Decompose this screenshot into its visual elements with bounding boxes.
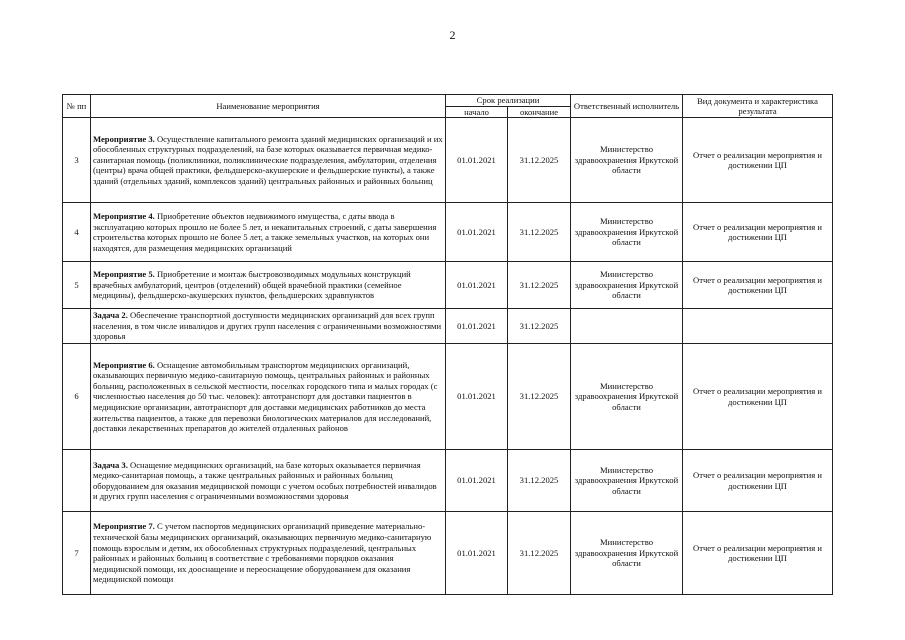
- row-title: Мероприятие 4.: [93, 211, 155, 221]
- row-text: Приобретение и монтаж быстровозводимых модульных конструкций врачебных амбулаторий, центров (отделений) общей врачебной практики (семейное медицины), фельдшерско-акушерских пунктов, фельдшерских здравпунктов: [93, 269, 411, 301]
- row-num: [63, 309, 91, 344]
- row-start: 01.01.2021: [446, 262, 508, 309]
- row-executor: Министерство здравоохранения Иркутской области: [571, 450, 683, 512]
- header-executor: Ответственный исполнитель: [571, 95, 683, 118]
- row-name: [91, 118, 446, 203]
- row-title: Мероприятие 6.: [93, 359, 155, 370]
- row-num: 6: [63, 344, 91, 450]
- row-title: Задача 3.: [93, 459, 128, 470]
- row-end: 31.12.2025: [508, 118, 571, 203]
- row-text: Приобретение объектов недвижимого имущества, с даты ввода в эксплуатацию которых прошло не более 5 лет, и некапитальных строений, с даты завершения строительства которых прошло не более 5 лет, а также земельных участков, на которых они находятся, для размещения медицинских организаций: [93, 211, 437, 253]
- row-name: [91, 203, 446, 262]
- table-row: [63, 118, 833, 203]
- row-start: 01.01.2021: [446, 118, 508, 203]
- row-num: [63, 450, 91, 512]
- row-title: Мероприятие 7.: [93, 521, 155, 532]
- row-doc: Отчет о реализации мероприятия и достижении ЦП: [683, 118, 833, 203]
- row-name: [91, 344, 446, 450]
- header-name: Наименование мероприятия: [91, 95, 446, 118]
- row-name: [91, 512, 446, 595]
- row-num: 7: [63, 512, 91, 595]
- row-name: [91, 309, 446, 344]
- row-start: 01.01.2021: [446, 450, 508, 512]
- row-doc: [683, 309, 833, 344]
- row-executor: Министерство здравоохранения Иркутской области: [571, 512, 683, 595]
- row-start: 01.01.2021: [446, 512, 508, 595]
- table-row: [63, 512, 833, 595]
- row-end: 31.12.2025: [508, 450, 571, 512]
- row-end: 31.12.2025: [508, 309, 571, 344]
- row-title: Задача 2.: [93, 310, 128, 321]
- row-doc: Отчет о реализации мероприятия и достижении ЦП: [683, 512, 833, 595]
- row-start: 01.01.2021: [446, 309, 508, 344]
- row-name: [91, 262, 446, 309]
- row-doc: Отчет о реализации мероприятия и достижении ЦП: [683, 262, 833, 309]
- header-end: окончание: [508, 106, 571, 118]
- row-doc: Отчет о реализации мероприятия и достижении ЦП: [683, 344, 833, 450]
- row-start: 01.01.2021: [446, 203, 508, 262]
- row-text: Осуществление капитального ремонта зданий медицинских организаций и их обособленных структурных подразделений, на базе которых оказывается первичная медико-санитарная помощь (поликлиники, поликлинические подразделения, амбулатории, отделения (центры) врача общей практики, фельдшерско-акушерские и фельдшерские пункты), а также зданий (отдельных зданий, комплексов зданий) центральных районных и районных больниц: [93, 133, 443, 187]
- header-start: начало: [446, 106, 508, 118]
- header-term: Срок реализации: [446, 95, 571, 107]
- table-row: [63, 203, 833, 262]
- row-text: С учетом паспортов медицинских организаций приведение материально-технической базы медицинских организаций, оказывающих первичную медико-санитарную помощь взрослым и детям, их обособленных структурных подразделений, центральных районных и районных больниц в соответствие с требованиями порядков оказания медицинской помощи, их дооснащение и переоснащение оборудованием для оказания медицинской помощи: [93, 521, 432, 585]
- row-executor: Министерство здравоохранения Иркутской области: [571, 118, 683, 203]
- table-row: [63, 450, 833, 512]
- row-executor: [571, 309, 683, 344]
- row-end: 31.12.2025: [508, 203, 571, 262]
- row-title: Мероприятие 3.: [93, 133, 155, 144]
- header-num: № пп: [63, 95, 91, 118]
- row-executor: Министерство здравоохранения Иркутской области: [571, 203, 683, 262]
- row-num: 3: [63, 118, 91, 203]
- row-num: 5: [63, 262, 91, 309]
- row-title: Мероприятие 5.: [93, 269, 155, 280]
- row-text: Обеспечение транспортной доступности медицинских организаций для всех групп населения, в том числе инвалидов и других групп населения с ограниченными возможностями здоровья: [93, 310, 442, 342]
- header-doc: Вид документа и характеристика результата: [683, 95, 833, 118]
- row-doc: Отчет о реализации мероприятия и достижении ЦП: [683, 203, 833, 262]
- row-num: 4: [63, 203, 91, 262]
- page-number: 2: [449, 28, 456, 42]
- row-end: 31.12.2025: [508, 262, 571, 309]
- row-executor: Министерство здравоохранения Иркутской области: [571, 344, 683, 450]
- row-end: 31.12.2025: [508, 512, 571, 595]
- row-start: 01.01.2021: [446, 344, 508, 450]
- row-text: Оснащение автомобильным транспортом медицинских организаций, оказывающих первичную медико-санитарную помощь, центральных районных и районных больниц, расположенных в сельской местности, поселках городского типа и малых городах (с численностью населения до 50 тыс. человек): автотранспорт для доставки пациентов в медицинские организации, автотранспорт для доставки медицинских работников до места жительства пациентов, а также для перевозки биологических материалов для исследований, доставки лекарственных препаратов до жителей отдаленных районов: [93, 359, 438, 434]
- table-row: [63, 309, 833, 344]
- activities-table: [62, 94, 833, 595]
- table-row: [63, 344, 833, 450]
- row-name: [91, 450, 446, 512]
- table-row: [63, 262, 833, 309]
- row-end: 31.12.2025: [508, 344, 571, 450]
- row-text: Оснащение медицинских организаций, на базе которых оказывается первичная медико-санитарная помощь, а также центральных районных и районных больниц оборудованием для оказания медицинской помощи с учетом особых потребностей инвалидов и других групп населения с ограниченными возможностями здоровья: [93, 459, 437, 502]
- row-doc: Отчет о реализации мероприятия и достижении ЦП: [683, 450, 833, 512]
- row-executor: Министерство здравоохранения Иркутской области: [571, 262, 683, 309]
